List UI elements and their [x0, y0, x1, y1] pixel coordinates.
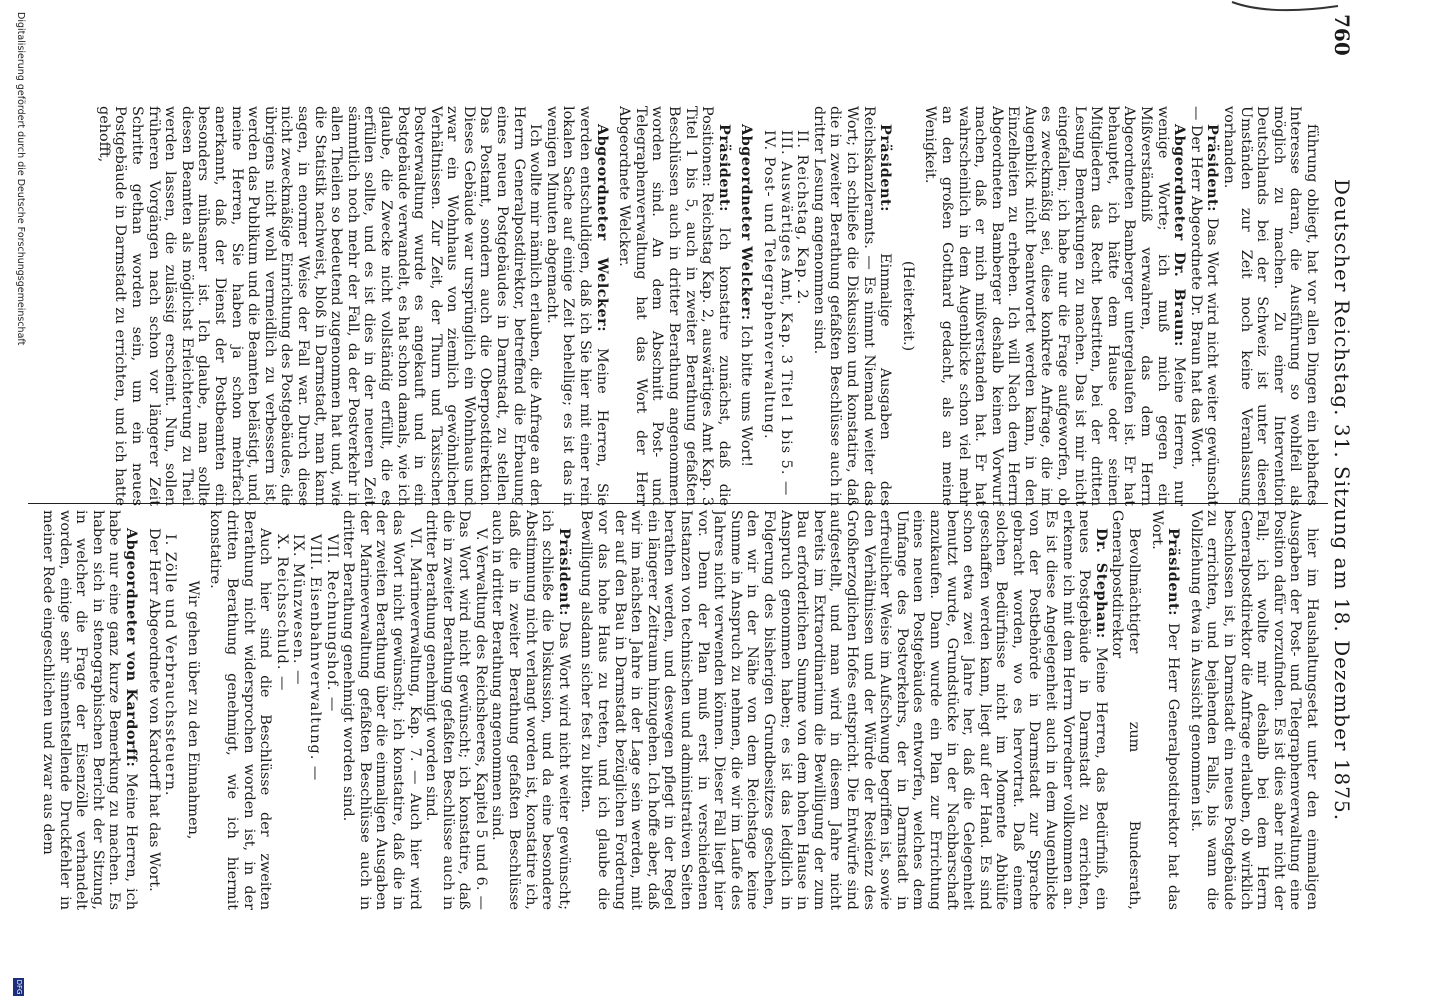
- speaker-name: Präsident:: [555, 528, 573, 616]
- speaker-name: Dr. Stephan:: [1092, 528, 1110, 639]
- agenda-item: VII. Rechnungshof. —: [323, 534, 340, 713]
- agenda-item: IV. Post- und Telegraphenverwaltung.: [761, 130, 777, 440]
- speaker-name: Präsident:: [1165, 528, 1183, 616]
- paragraph: [39, 510, 139, 910]
- speaker-name: Abgeordneter Welcker:: [593, 124, 611, 333]
- paragraph-text: Meine Herren, das Bedürfniß, ein neues Postgebäude in Darmstadt zu errichten, erkenne ich mit dem Herrn Vorredner vollkommen an. Es ist diese Angelegenheit auch in dem Augenblicke von der Postbehörde in Darmstadt zur Sprache gebracht worden, wo es hervortrat. Daß einem solchen Bedürfnisse nicht im Momente Abhülfe geschaffen werden kann, liegt auf der Hand. Es sind schon etwa zwei Jahre her, daß die Gelegenheit benutzt wurde, Grundstücke in der Nachbarschaft anzukaufen. Dann wurde ein Plan zur Errichtung eines neuen Postgebäudes entworfen, welches dem Umfange des Postverkehrs, der in Darmstadt in erfreulicher Weise im Aufschwung begriffen ist, sowie den Verhältnissen und der Würde der Residenz des Großherzoglichen Hofes entspricht. Die Entwürfe sind aufgestellt, und man wird in diesem Jahre nicht bereits im Extraordinarium die Bewilligung der zum Bau erforderlichen Summe von dem hohen Hause in Anspruch genommen haben; es ist das lediglich in Folgerung des bisherigen Grundbesitzes geschehen, den wir in der Nähe von dem Reichstage keine Summe in Anspruch zu nehmen, die wir im Laufe des Jahres nicht verwenden können. Dieser Fall liegt hier vor. Denn der Plan muß erst in verschiedenen Instanzen von technischen und administrativen Seiten berathen werden, und deswegen pflegt in der Regel ein längerer Zeitraum hinzugehen. Ich hoffe aber, daß wir im nächsten Jahre in der Lage sein werden, mit der auf den Bau in Darmstadt bezüglichen Forderung vor das hohe Haus zu treten, und ich glaube die Bewilligung alsdann sicher fest zu bitten.: [578, 510, 1109, 910]
- paragraph: [1187, 106, 1220, 506]
- speaker-name: Abgeordneter Dr. Braun:: [1171, 124, 1189, 347]
- agenda-item: III. Auswärtiges Amt, Kap. 3 Titel 1 bis 5. —: [777, 130, 794, 497]
- paragraph-text: Das Wort wird nicht weiter gewünscht; ich schließe die Diskussion, und da eine besondere Abstimmung nicht verlangt worden ist, konstatire ich, daß die in zweiter Berathung gefaßten Beschlüsse auch in dritter Berathung angenommen sind.: [489, 510, 572, 910]
- paragraph-text: Einmalige Ausgaben des Reichskanzleramts. — Es nimmt Niemand weiter das Wort; ich schließe die Diskussion und konstatire, daß die in zweiter Berathung gefaßten Beschlüsse auch in dritter Lesung angenommen sind.: [810, 106, 894, 506]
- paragraph: [578, 510, 1109, 910]
- paragraph-text: Ich bitte ums Wort!: [738, 325, 755, 468]
- paragraph-text: Das Wort wird nicht weiter gewünscht — Der Herr Abgeordnete Dr. Braun hat das Wort.: [1187, 106, 1221, 506]
- page-number: 760: [1330, 14, 1354, 56]
- agenda-item: IX. Münzwesen. —: [290, 534, 307, 686]
- agenda-item: VIII. Eisenbahnverwaltung. —: [306, 534, 323, 782]
- speaker-name: Präsident:: [877, 124, 895, 212]
- paragraph: führung obliegt, hat vor allen Dingen ein lebhaftes Interesse daran, die Ausführung so wohlfeil als möglich zu machen. Zu einer Intervention Deutschlands bei der Schweiz ist unter diesen Umständen zur Zeit noch keine Veranlassung vorhanden.: [1221, 106, 1320, 506]
- speaker-name: Abgeordneter von Kardorff:: [123, 528, 141, 768]
- paragraph: [922, 106, 1188, 506]
- right-column: [30, 510, 1320, 910]
- paragraph: Der Herr Abgeordnete von Kardorff hat das Wort.: [145, 528, 162, 892]
- paragraph: [810, 106, 893, 506]
- paragraph-text: Meine Herren, nur wenige Worte; ich muß mich gegen ein Mißverständniß verwahren, das dem Herrn Abgeordneten Bamberger untergelaufen ist. Er hat behauptet, ich hätte dem Hause oder seinen Mitgliedern das Recht bestritten, bei der dritten Lesung Bemerkungen zu machen. Das ist mir nicht eingefallen; ich habe nur die Frage aufgeworfen, ob es zweckmäßig sei, diese konkrete Anfrage, die im Augenblick nicht beantwortet werden kann, in den Einzelheiten zu erheben. Ich will Nach dem Herrn Abgeordneten Bamberger deshalb keinen Vorwurf machen, daß er mich mißverstanden hat. Er hat wahrscheinlich in dem Augenblicke schon viel mehr an den großen Gotthard gedacht, als an meine Wenigkeit.: [922, 106, 1188, 506]
- running-head-title: Deutscher Reichstag. 31. Sitzung am 18. Dezember 1875.: [1330, 178, 1354, 822]
- speaker-name: Präsident:: [715, 124, 733, 212]
- section-heading: Wir gehen über zu den Einnahmen,: [184, 580, 201, 840]
- agenda-item: V. Verwaltung des Reichsheeres, Kapitel 5 und 6. — Das Wort wird nicht gewünscht; ich konstatire, daß die in zweiter Berathung gefaßten Beschlüsse auch in dritter Berathung genehmigt worden sind.: [423, 510, 489, 910]
- paragraph-text: Meine Herren, ich habe nur eine ganz kurze Bemerkung zu machen. Es haben sich in stenographischen Bericht der Sitzung, in welcher die Frage der Eisenzölle verhandelt worden, einige sehr sinnentstellende Druckfehler in meiner Rede eingeschlichen und zwar aus dem: [40, 510, 140, 910]
- speaker-name: Präsident:: [1204, 124, 1222, 212]
- paragraph: [489, 510, 572, 910]
- left-column: [30, 106, 1320, 506]
- digitization-note: Digitalisierung gefördert durch die Deutsche Forschungsgemeinschaft: [15, 12, 26, 346]
- agenda-item: X. Reichsschuld. —: [273, 534, 290, 692]
- paragraph-text: Ich konstatire zunächst, daß die Positionen: Reichstag Kap. 2, auswärtiges Amt Kap. 3 Titel 1 bis 5, auch in zweiter Berathung gefaßten Beschlüssen auch in dritter Berathung angenommen worden sind. An dem Abschnitt Post- und Telegraphenverwaltung hat das Wort der Herr Abgeordnete Welcker.: [616, 106, 732, 506]
- paragraph-text: Der Herr Generalpostdirektor hat das Wort.: [1148, 510, 1182, 910]
- dfg-logo-icon: DFG: [15, 979, 23, 995]
- interjection: (Heiterkeit.): [899, 260, 916, 352]
- paragraph: hier im Haushaltungsetat unter den einmaligen Ausgaben der Post- und Telegraphenverwaltung eine Position dafür vorzufinden. Es ist dies aber nicht der Fall; ich wollte mir deshalb bei dem Herrn Generalpostdirektor die Anfrage erlauben, ob wirklich beschlossen ist, in Darmstadt ein neues Postgebäude zu errichten, und bejahenden Falls, bis wann die Vollziehung etwa in Aussicht genommen ist.: [1187, 510, 1320, 910]
- paragraph: [543, 106, 609, 506]
- agenda-item: I. Zölle und Verbrauchssteuern.: [162, 534, 179, 797]
- running-head: [1328, 14, 1354, 986]
- agenda-item: VI. Marineverwaltung, Kap. 7. — Auch hier wird das Wort nicht gewünscht; ich konstatire, daß die in der zweiten Berathung über die einmaligen Ausgaben der Marineverwaltung gefaßten Beschlüsse auch in dritter Berathung genehmigt worden sind.: [340, 510, 423, 910]
- scan-smudge-mark: [1230, 0, 1340, 14]
- paragraph: [738, 106, 755, 506]
- paragraph: [1148, 510, 1181, 910]
- paragraph: Auch hier sind die Beschlüsse der zweiten Berathung nicht widersprochen worden ist, in der dritten Berathung genehmigt, wie ich hiermit konstatire.: [207, 510, 274, 910]
- paragraph: [616, 106, 732, 506]
- agenda-item: II. Reichstag, Kap. 2.: [794, 130, 811, 306]
- paragraph: Bevollmächtigter zum Bundesrath, Generalpostdirektor: [1109, 510, 1143, 910]
- paragraph: Ich wollte mir nämlich erlauben, die Anfrage an den Herrn Generalpostdirektor, betreffend die Erbauung eines neuen Postgebäudes in Darmstadt, zu stellen. Das Postamt, sondern auch die Oberpostdirektion. Dieses Gebäude war ursprünglich ein Wohnhaus und zwar ein Wohnhaus von ziemlich gewöhnlichen Verhältnissen. Zur Zeit, der Thurn und Taxisschen Postverwaltung wurde es angekauft und in ein Postgebäude verwandelt, es hat schon damals, wie ich glaube, die Zwecke nicht vollständig erfüllt, die es erfüllen sollte, und es ist dies in der neueren Zeit sämmtlich noch mehr der Fall, da der Postverkehr in allen Theilen so bedeutend zugenommen hat und, wie die Statistik nachweist, bloß in Darmstadt, man kann sagen, in enormer Weise der Fall war. Durch diese nicht zweckmäßige Einrichtung des Postgebäudes, die übrigens nicht wohl vermeidlich zu verbessern ist, werden das Publikum und die Beamten belästigt, und, meine Herren, Sie haben ja schon mehrfach anerkannt, daß der Dienst der Postbeamten ein besonders mühsamer ist. Ich glaube, man sollte diesen Beamten als möglichst Erleichterung zu Theil werden lassen, die zulässig erscheint. Nun, sollen früheren Vorgängen nach schon vor längerer Zeit Schritte gethan worden sein, um ein neues Postgebäude in Darmstadt zu errichten, und ich hatte gehofft,: [95, 106, 544, 506]
- paragraph-text: Meine Herren, Sie werden entschuldigen, daß ich Sie hier mit einer rein lokalen Sache auf einige Zeit behellige; es ist das in wenigen Minuten abgemacht.: [543, 106, 610, 506]
- speaker-name: Abgeordneter Welcker:: [738, 124, 756, 321]
